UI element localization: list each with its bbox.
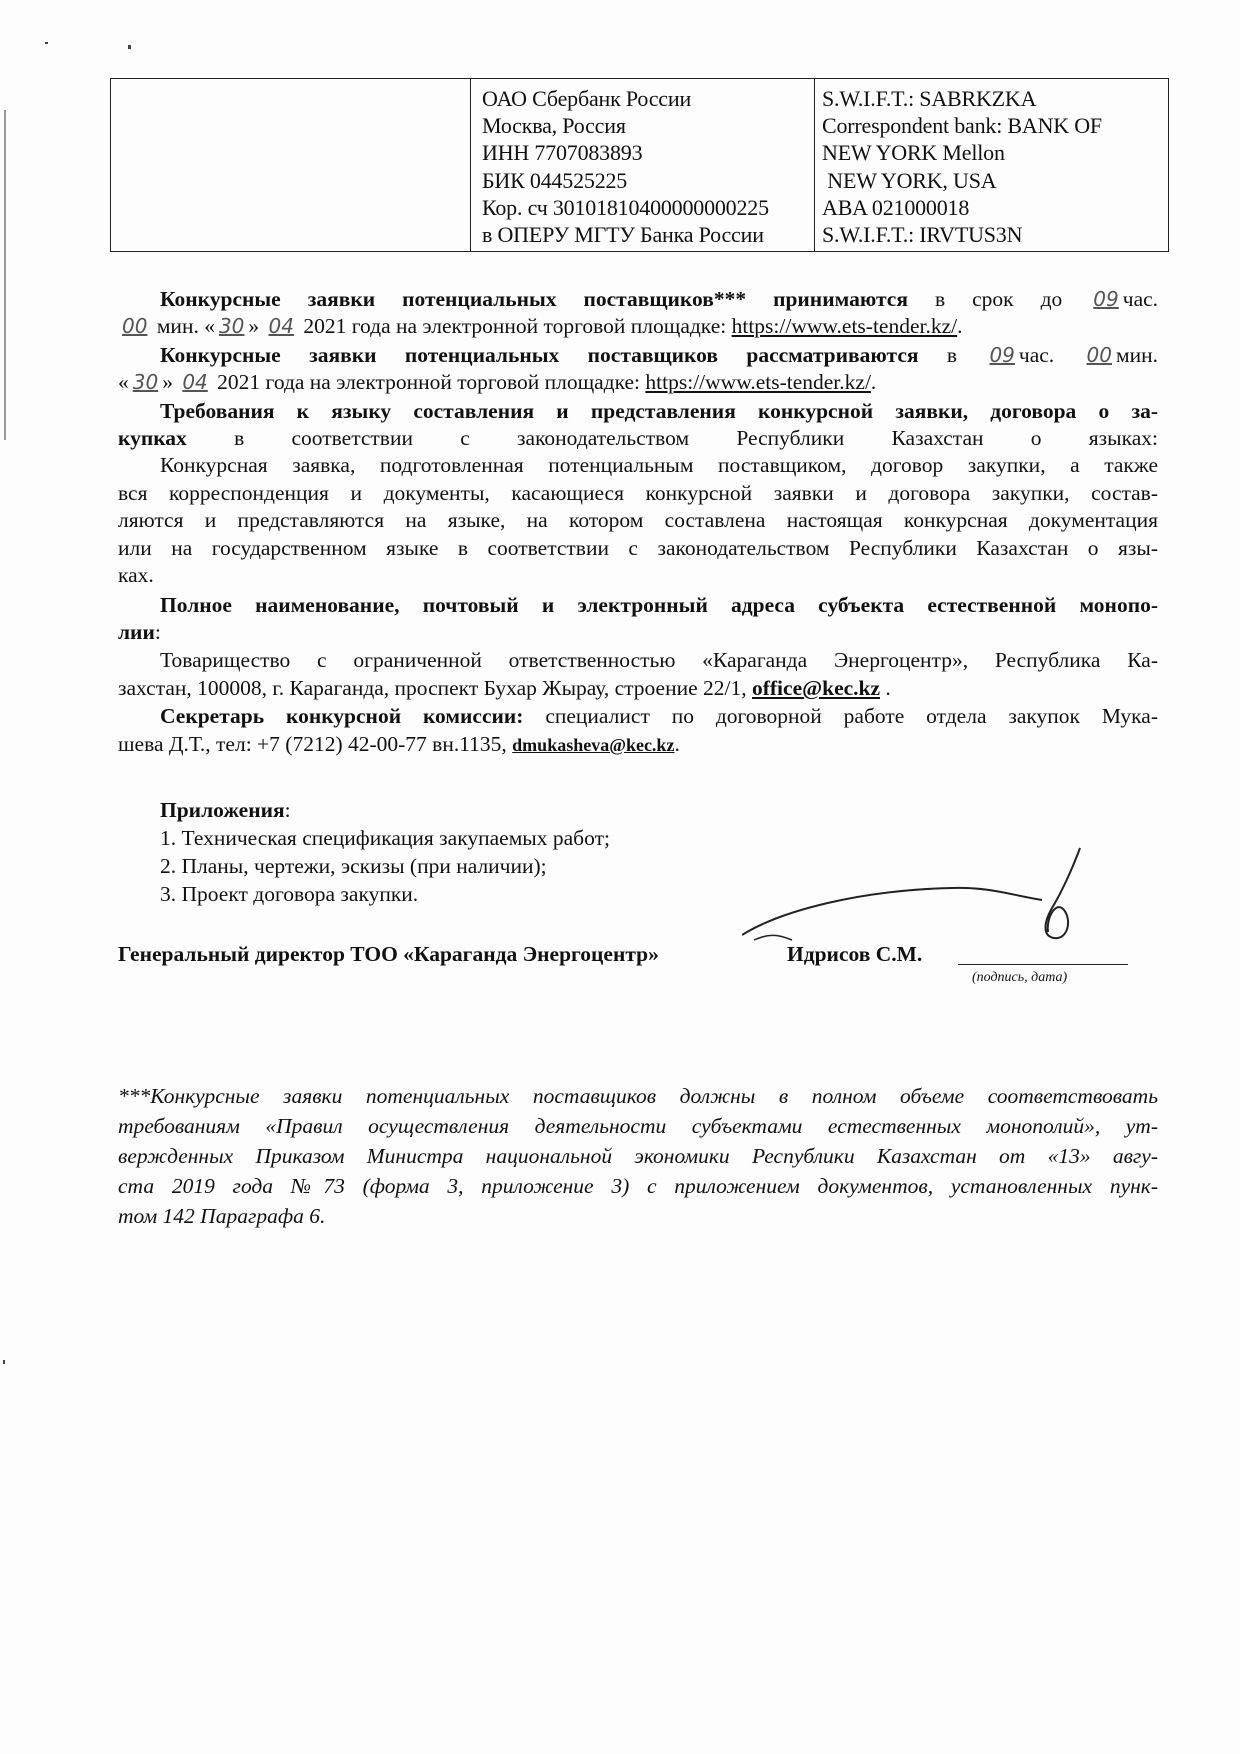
- scan-speck: [128, 45, 131, 49]
- minutes-text: мин. «: [156, 314, 215, 338]
- language-heading-rest: в соответствии с законодательством Республики Казахстан о языках:: [234, 426, 1158, 450]
- deadline-bold-verb: принимаются: [773, 287, 908, 311]
- signature-caption: (подпись, дата): [972, 970, 1068, 985]
- monopoly-address: захстан, 100008, г. Караганда, проспект Бухар Жырау, строение 22/1,: [118, 676, 747, 700]
- handwritten-day: 30: [218, 314, 245, 338]
- secretary-line-1: [160, 703, 1158, 730]
- handwritten-hour: 09: [1093, 287, 1119, 311]
- secretary-line-2: [118, 731, 680, 759]
- bank-line: ИНН 7707083893: [482, 140, 643, 166]
- month-sep: »: [162, 370, 173, 394]
- month-sep: »: [248, 314, 260, 338]
- footnote-line: том 142 Параграфа 6.: [118, 1204, 326, 1228]
- scan-speck: [4, 110, 6, 440]
- bank-line: Москва, Россия: [482, 113, 626, 139]
- monopoly-heading-1: Полное наименование, почтовый и электронный адреса субъекта естественной монопо-: [160, 593, 1158, 617]
- deadline-year-text: 2021 года на электронной торговой площадке:: [303, 314, 727, 338]
- footnote-line: ***Конкурсные заявки потенциальных поставщиков должны в полном объеме соответствовать: [118, 1084, 1158, 1108]
- deadline-line-1: [160, 286, 1158, 313]
- appendix-item: 2. Планы, чертежи, эскизы (при наличии);: [160, 854, 547, 878]
- review-line-1: [160, 342, 1158, 369]
- handwritten-minutes: 00: [1086, 343, 1112, 367]
- handwritten-hour: 09: [989, 343, 1015, 367]
- language-para-line: ках.: [118, 563, 154, 587]
- language-heading-bold: купках: [118, 426, 187, 450]
- scan-speck: [45, 42, 48, 44]
- bank-table-correspondent-cell: [815, 79, 1168, 251]
- appendix-item: 3. Проект договора закупки.: [160, 882, 419, 906]
- review-year-text: 2021 года на электронной торговой площадке:: [217, 370, 641, 394]
- scan-speck: [3, 1360, 5, 1364]
- appendices-title: Приложения: [160, 798, 285, 822]
- punct: .: [674, 732, 680, 756]
- punct: .: [885, 676, 891, 700]
- bank-details-table: [110, 78, 1169, 252]
- signatory-title: Генеральный директор ТОО «Караганда Энергоцентр»: [118, 942, 659, 966]
- handwritten-month: 04: [268, 314, 294, 338]
- secretary-contact: шева Д.Т., тел: +7 (7212) 42-00-77 вн.1135,: [118, 732, 507, 756]
- bank-line: S.W.I.F.T.: SABRKZKA: [822, 86, 1037, 111]
- bank-line: Кор. сч 30101810400000000225: [482, 194, 769, 220]
- language-para-line: или на государственном языке в соответствии с законодательством Республики Казахстан о язы-: [118, 536, 1158, 560]
- handwritten-minutes: 00: [122, 314, 148, 338]
- footnote-line: требованиям «Правил осуществления деятельности субъектами естественных монополий», ут-: [118, 1114, 1158, 1138]
- monopoly-para-line: Товарищество с ограниченной ответственностью «Караганда Энергоцентр», Республика Ка-: [160, 648, 1158, 672]
- language-para-line: ляются и представляются на языке, на котором составлена настоящая конкурсная документация: [118, 508, 1158, 532]
- handwritten-month: 04: [182, 370, 208, 394]
- bank-line: S.W.I.F.T.: IRVTUS3N: [822, 222, 1023, 248]
- language-para-line: вся корреспонденция и документы, касающиеся конкурсной заявки и договора закупки, состав-: [118, 481, 1158, 505]
- footnote-line: ста 2019 года №73 (форма 3, приложение 3) с приложением документов, установленных пунк-: [118, 1174, 1158, 1198]
- deadline-text: в срок до: [934, 287, 1063, 311]
- tender-platform-link[interactable]: https://www.ets-tender.kz/: [731, 314, 958, 338]
- language-heading-1: Требования к языку составления и представления конкурсной заявки, договора о за-: [160, 399, 1158, 423]
- punct: .: [957, 314, 963, 338]
- appendices-heading: [160, 797, 291, 824]
- colon: :: [284, 798, 291, 822]
- monopoly-heading-2: [118, 619, 161, 646]
- bank-line: ABA 021000018: [822, 194, 970, 220]
- bank-line: NEW YORK Mellon: [822, 140, 1005, 166]
- punct: .: [870, 370, 877, 394]
- bank-line: NEW YORK, USA: [822, 167, 997, 193]
- hour-unit: час.: [1018, 343, 1055, 367]
- minutes-unit: мин.: [1116, 343, 1158, 367]
- handwritten-day: 30: [132, 370, 159, 394]
- review-line-2: [118, 369, 876, 396]
- review-bold: Конкурсные заявки потенциальных поставщиков рассматриваются: [160, 343, 919, 367]
- footnote-line: вержденных Приказом Министра национальной экономики Республики Казахстан от «13» авгу-: [118, 1144, 1158, 1168]
- deadline-line-2: [118, 313, 963, 340]
- bank-line: БИК 044525225: [482, 167, 628, 193]
- signatory-name: Идрисов С.М.: [787, 942, 923, 966]
- office-email-link[interactable]: office@kec.kz: [751, 676, 881, 700]
- colon: :: [154, 620, 161, 644]
- bank-table-empty-cell: [111, 79, 471, 251]
- secretary-label: Секретарь конкурсной комиссии:: [160, 704, 524, 728]
- quote-open: «: [118, 370, 129, 394]
- monopoly-heading-bold: лии: [118, 620, 155, 644]
- bank-line: ОАО Сбербанк России: [482, 86, 692, 111]
- tender-platform-link[interactable]: https://www.ets-tender.kz/: [645, 370, 871, 394]
- secretary-email-link[interactable]: dmukasheva@kec.kz: [512, 735, 675, 755]
- review-text: в: [946, 343, 958, 367]
- hour-unit: час.: [1122, 287, 1159, 311]
- bank-line: Correspondent bank: BANK OF: [822, 113, 1102, 139]
- language-para-line: Конкурсная заявка, подготовленная потенциальным поставщиком, договор закупки, а также: [160, 453, 1158, 477]
- handwritten-signature: [742, 840, 1102, 980]
- secretary-role: специалист по договорной работе отдела закупок Мука-: [545, 704, 1159, 728]
- appendix-item: 1. Техническая спецификация закупаемых работ;: [160, 826, 610, 850]
- bank-table-domestic-cell: [471, 79, 815, 251]
- language-heading-2: [118, 425, 1158, 452]
- monopoly-para-line-2: [118, 675, 891, 702]
- deadline-bold-subject: Конкурсные заявки потенциальных поставщиков***: [160, 287, 747, 311]
- bank-line: в ОПЕРУ МГТУ Банка России: [482, 222, 764, 248]
